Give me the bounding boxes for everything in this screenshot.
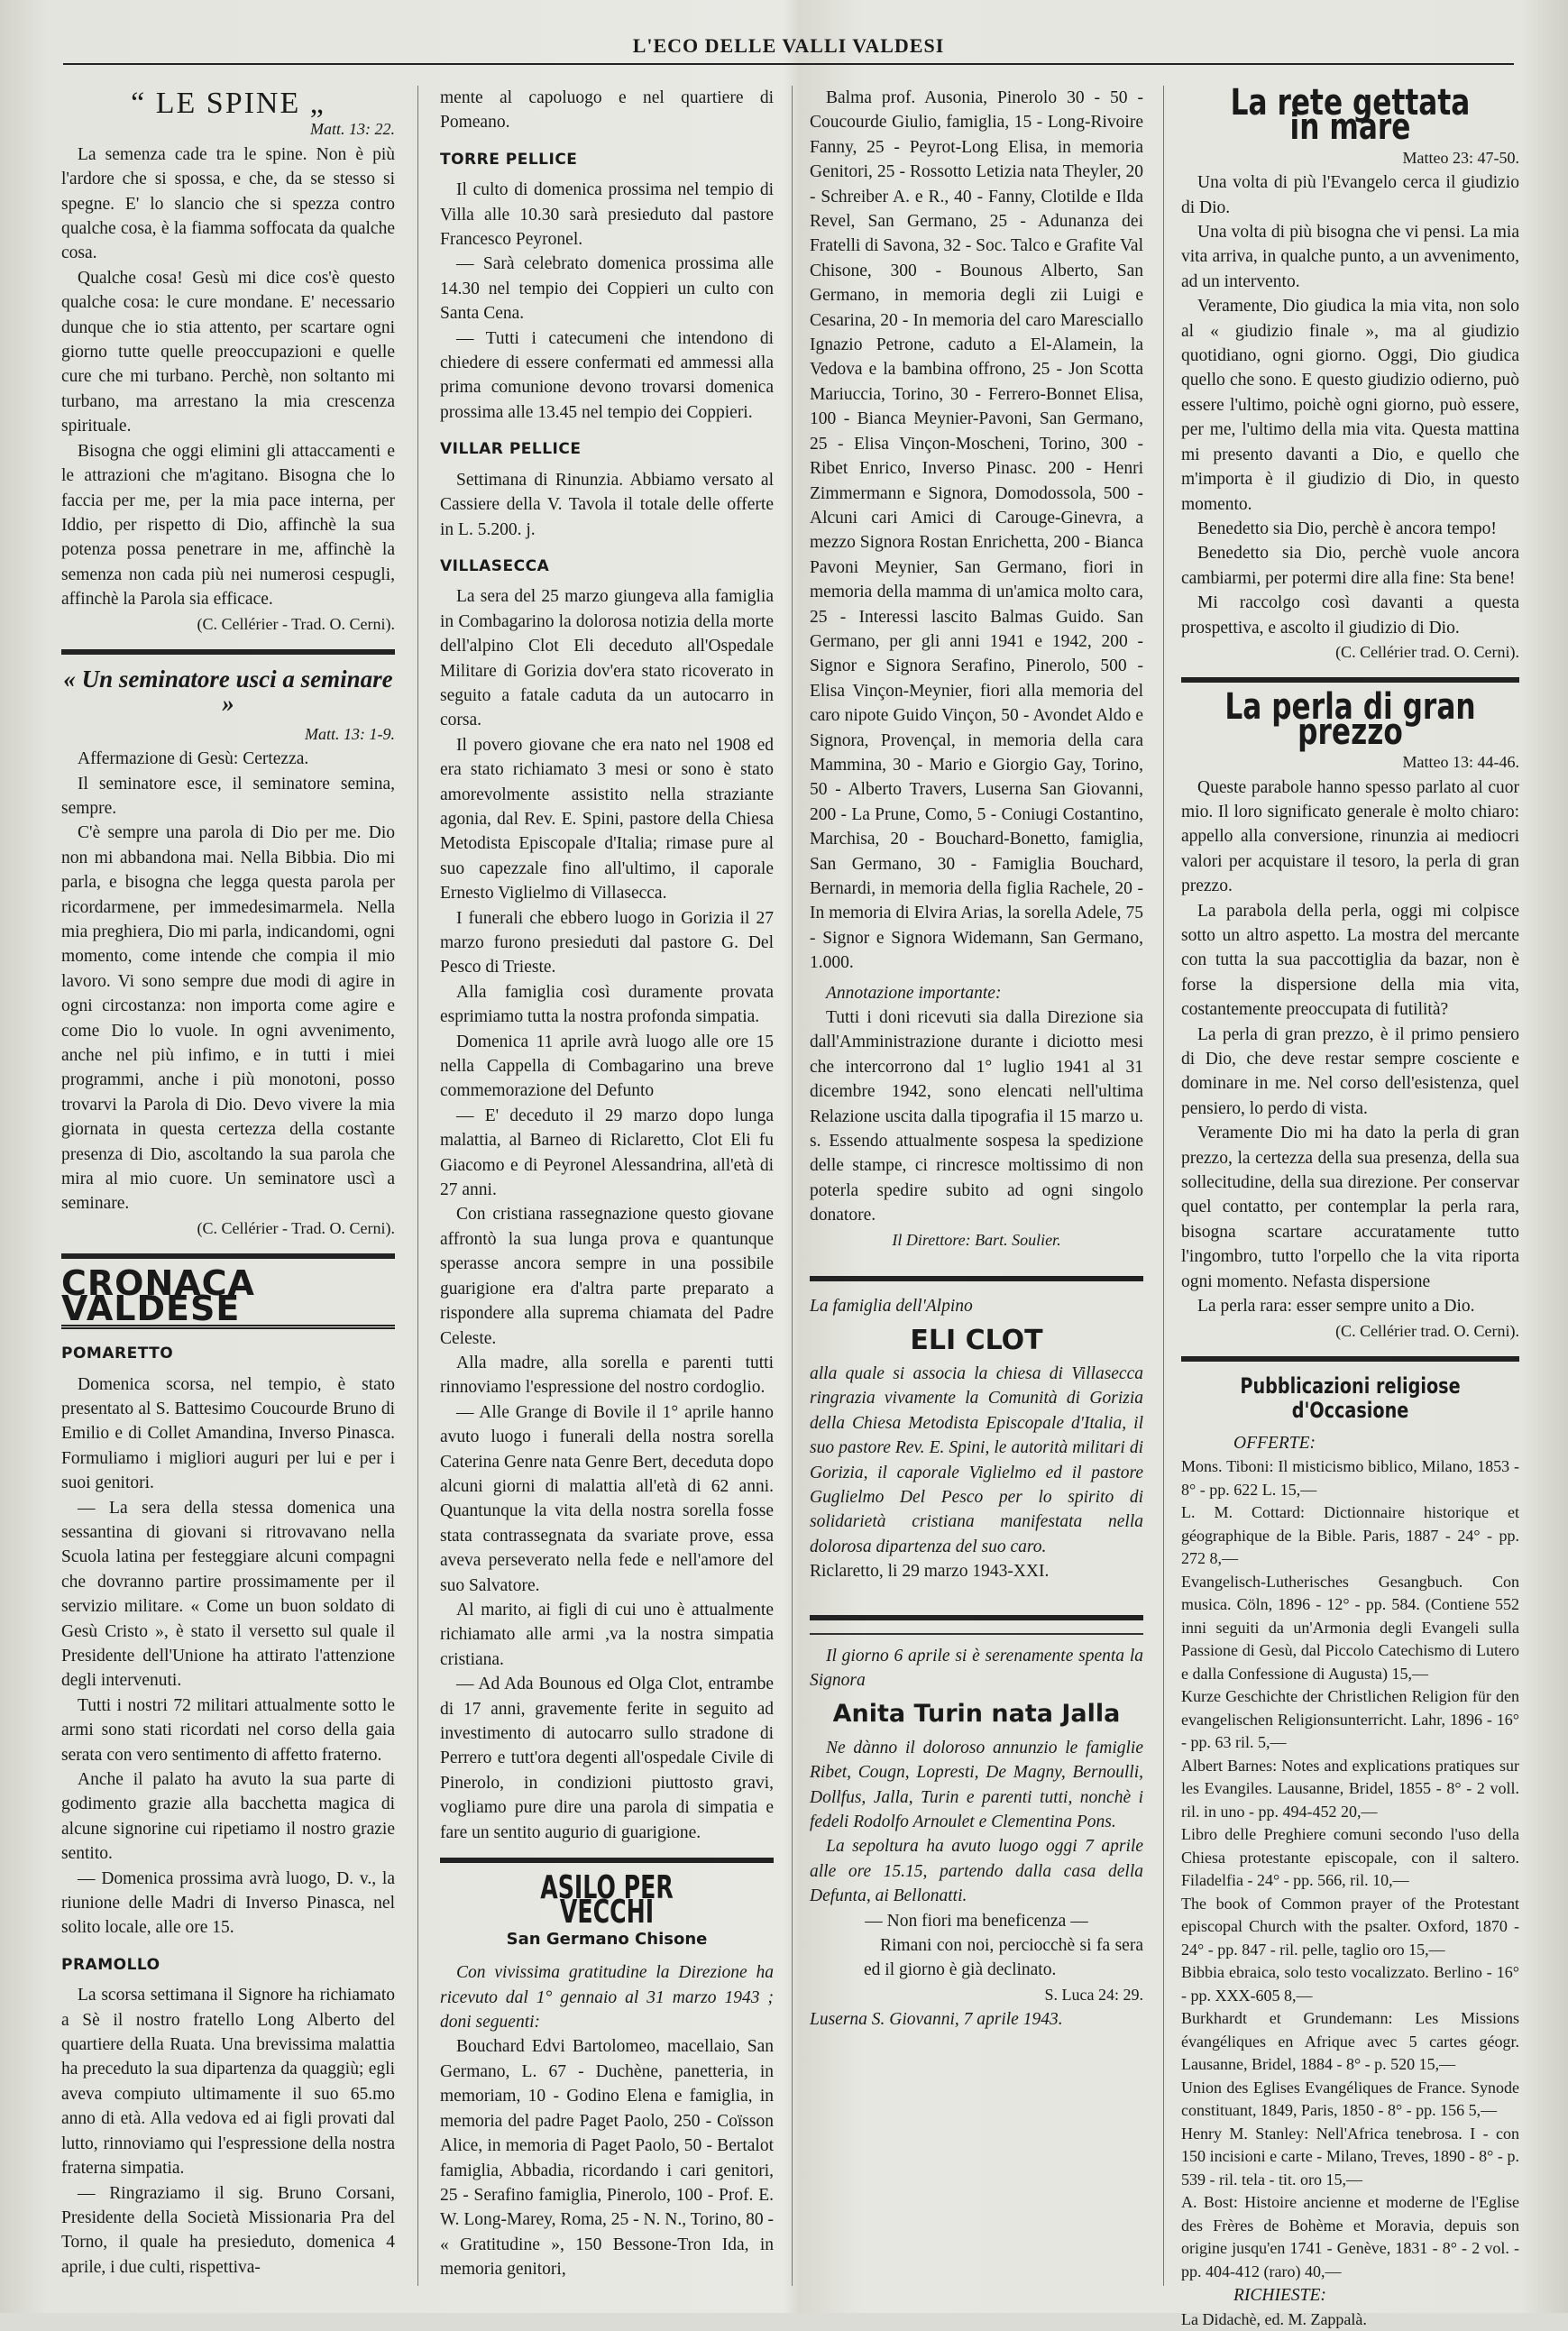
- divider: [61, 649, 395, 655]
- paragraph: C'è sempre una parola di Dio per me. Dio non mi abbandona mai. Nella Bibbia. Dio mi parla, e bisogna che legga questa parola per ricordarmene, per immedesimarmela. Nella mia preghiera, Dio mi parla, indicandomi, ogni momento, come intende che compia il mio lavoro. Vi sono sempre due modi di agire in ogni circostanza: non importa come agire e come Dio lo vuole. In ogni avvenimento, anche nel più infimo, e in tutti i miei programmi, anche i più monotoni, posso trovarvi la Parola di Dio. Devo vivere la mia giornata in questa certezza della costante presenza di Dio, ascoltando la sua parola che mira al mio cuore. Un seminatore uscì a seminare.: [61, 823, 395, 1214]
- notice-date: Luserna S. Giovanni, 7 aprile 1943.: [810, 2010, 1063, 2030]
- director-signature: Il Direttore: Bart. Soulier.: [892, 1230, 1061, 1249]
- offers-heading: OFFERTE:: [1233, 1433, 1316, 1453]
- paragraph: La perla rara: esser sempre unito a Dio.: [1197, 1297, 1475, 1317]
- paragraph: La sepoltura ha avuto luogo oggi 7 aprile alle ore 15.15, partendo dalla casa della Defunta, ai Bellonatti.: [810, 1837, 1143, 1906]
- divider: [810, 1276, 1143, 1281]
- divider: [810, 1615, 1143, 1620]
- paragraph: Alla famiglia così duramente provata esprimiamo tutta la nostra profonda simpatia.: [440, 982, 774, 1027]
- divider: [440, 1858, 774, 1863]
- paragraph: Settimana di Rinunzia. Abbiamo versato al Cassiere della V. Tavola il totale delle offerte in L. 5.200. j.: [440, 470, 774, 539]
- asilo-subtitle: San Germano Chisone: [506, 1929, 708, 1949]
- paragraph: Qualche cosa! Gesù mi dice cos'è questo qualche cosa: le cure mondane. E' necessario dunque che io stia attento, per scartare ogni giorno tutte quelle preoccupazioni e quelle cure che mi turbano. Perchè, non soltanto mi turbano, ma arrestano la mia crescenza spirituale.: [61, 268, 395, 436]
- book-item: Kurze Geschichte der Christlichen Religion für den evangelischen Religionsunterricht. Lahr, 1896 - 16° - pp. 63 ril. 5,—: [1181, 1687, 1519, 1752]
- paragraph: mente al capoluogo e nel quartiere di Pomeano.: [440, 88, 774, 133]
- locality-heading: VILLAR PELLICE: [440, 440, 582, 459]
- book-item: The book of Common prayer of the Protestant episcopal Church with the psalter. Oxford, 1870 - 24° - pp. 847 - ril. pelle, taglio oro 15,—: [1181, 1894, 1519, 1959]
- paragraph: Queste parabole hanno spesso parlato al cuor mio. Il loro significato generale è molto chiaro: appello alla conversione, rinunzia ai mediocri valori per acquistare il tesoro, la perla di gran prezzo.: [1181, 777, 1519, 896]
- article-title-spine: “ LE SPINE „: [131, 87, 326, 120]
- verse: Rimani con noi, perciocchè si fa sera ed il giorno è già declinato.: [864, 1936, 1143, 1980]
- paragraph: La scorsa settimana il Signore ha richiamato a Sè il nostro fratello Long Alberto del quartiere della Ruata. Una brevissima malattia ha preceduto la sua dipartenza da quaggiù; egli aveva compiuto ultimamente il suo 65.mo anno di età. Alla vedova ed ai figli provati dal lutto, rinnoviamo qui l'espressione della nostra fraterna simpatia.: [61, 1986, 395, 2179]
- locality-heading: POMARETTO: [61, 1344, 174, 1363]
- signature: (C. Cellérier trad. O. Cerni).: [1335, 1321, 1519, 1340]
- paragraph: — Ad Ada Bounous ed Olga Clot, entrambe di 17 anni, gravemente ferite in seguito ad investimento di autocarro sullo stradone di Perrero e tutt'ora degenti all'ospedale Civile di Pinerolo, in condizioni piuttosto gravi, vogliamo pure dire una parola di simpatia e fare un sentito augurio di guarigione.: [440, 1675, 774, 1842]
- book-item: Mons. Tiboni: Il misticismo biblico, Milano, 1853 - 8° - pp. 622 L. 15,—: [1181, 1457, 1519, 1499]
- column-3: [810, 86, 1143, 2295]
- signature: (C. Cellérier trad. O. Cerni).: [1335, 642, 1519, 661]
- paragraph: La semenza cade tra le spine. Non è più l'ardore che si spossa, e che, da se stesso si spegne. E' lo slancio che si spezza contro qualche cosa, è la fiamma soffocata da qualche cosa.: [61, 144, 395, 263]
- divider: [1181, 677, 1519, 683]
- book-item: Henry M. Stanley: Nell'Africa tenebrosa. I - con 150 incisioni e carte - Milano, Treves, 1890 - 8° - p. 539 - ril. tela - tit. oro 15,—: [1181, 2124, 1519, 2189]
- paragraph: Tutti i nostri 72 militari attualmente sotto le armi sono stati ricordati nel corso della gaia serata con vero sentimento di affetto fraterno.: [61, 1695, 395, 1765]
- book-item: Albert Barnes: Notes and explications pratiques sur les Evangiles. Lausanne, Bridel, 1855 - 8° - 2 voll. ril. in uno - pp. 494-452 20,—: [1181, 1756, 1519, 1821]
- article-title-perla: La perla di gran prezzo: [1224, 686, 1476, 753]
- book-item: Evangelisch-Lutherisches Gesangbuch. Con musica. Cöln, 1896 - 12° - pp. 584. (Contiene 552 inni seguiti da un'Armonia degli Evangeli sulla Passione di Gesù, dal Piccolo Catechismo di Lutero e dalla Confessione di Augusta) 15,—: [1181, 1572, 1519, 1683]
- paragraph: Veramente Dio mi ha dato la perla di gran prezzo, la certezza della sua presenza, della sua sollecitudine, della sua direzione. Per conservar quel contatto, per contemplar la perla rara, bisogna scartare accuratamente tutto l'ingombro, tutto l'orpello che la vita riporta ogni momento. Nefasta dispersione: [1181, 1124, 1519, 1291]
- paragraph: — Domenica prossima avrà luogo, D. v., la riunione delle Madri di Inverso Pinasca, nel solito locale, alle ore 15.: [61, 1868, 395, 1938]
- notice-intro: Il giorno 6 aprile si è serenamente spenta la Signora: [810, 1646, 1143, 1690]
- scripture-ref: Matt. 13: 22.: [310, 120, 395, 139]
- locality-heading: TORRE PELLICE: [440, 150, 578, 169]
- paragraph: La parabola della perla, oggi mi colpisce sotto un altro aspetto. La mostra del mercante con tutta la sua paccottiglia da bazar, non è forse la dispersione della mia vita, costantemente preoccupata di futilità?: [1181, 901, 1519, 1020]
- divider: [1181, 1356, 1519, 1362]
- paragraph: I funerali che ebbero luogo in Gorizia il 27 marzo furono presieduti dal pastore G. Del Pesco di Trieste.: [440, 908, 774, 977]
- paragraph: — Tutti i catecumeni che intendono di chiedere di essere confermati ed ammessi alla prima comunione devono trovarsi domenica prossima alle 13.45 nel tempio dei Coppieri.: [440, 328, 774, 422]
- column-rule: [792, 86, 793, 2286]
- notice-intro: La famiglia dell'Alpino: [810, 1297, 973, 1317]
- book-item: Burkhardt et Grundemann: Les Missions évangéliques en Afrique avec 5 cartes géogr. Lausanne, Bridel, 1884 - 8° - p. 520 15,—: [1181, 2009, 1519, 2074]
- paragraph: — E' deceduto il 29 marzo dopo lunga malattia, al Barneo di Riclaretto, Clot Eli fu Giacomo e di Peyronel Alessandrina, all'età di 27 anni.: [440, 1106, 774, 1200]
- masthead: L'ECO DELLE VALLI VALDESI: [63, 34, 1514, 65]
- article-title-seminatore: « Un seminatore usci a seminare »: [63, 665, 393, 718]
- section-title-cronaca: CRONACA VALDESE: [61, 1271, 395, 1329]
- paragraph: alla quale si associa la chiesa di Villasecca ringrazia vivamente la Comunità di Gorizia della Chiesa Metodista Episcopale d'Italia, il suo pastore Rev. E. Spini, le autorità militari di Gorizia, il caporale Viglielmo ed il pastore Guglielmo Del Pesco per lo spirito di solidarietà cristiana manifestata nella dolorosa dipartenza del suo caro.: [810, 1363, 1143, 1556]
- notice-name: Anita Turin nata Jalla: [832, 1700, 1121, 1729]
- requests-heading: RICHIESTE:: [1233, 2286, 1326, 2306]
- scripture-ref: Matt. 13: 1-9.: [305, 724, 395, 743]
- divider: [61, 1253, 395, 1259]
- column-1: [61, 86, 395, 2295]
- paragraph: Mi raccolgo così davanti a questa prospettiva, e ascolto il giudizio di Dio.: [1181, 593, 1519, 638]
- paragraph: Domenica scorsa, nel tempio, è stato presentato al S. Battesimo Coucourde Bruno di Emilio e di Collet Amandina, Inverso Pinasca. Formuliamo i migliori auguri per lui e per i suoi genitori.: [61, 1374, 395, 1493]
- paragraph: Affermazione di Gesù: Certezza.: [78, 749, 309, 769]
- paragraph: Domenica 11 aprile avrà luogo alle ore 15 nella Cappella di Combagarino una breve commemorazione del Defunto: [440, 1032, 774, 1101]
- divider: [810, 1633, 1143, 1635]
- paragraph: Tutti i doni ricevuti sia dalla Direzione sia dall'Amministrazione durante i diciotto mesi che intercorrono dal 1° luglio 1941 al 31 dicembre 1942, sono elencati nell'ultima Relazione uscita dalla tipografia il 15 marzo u. s. Essendo attualmente sospesa la spedizione delle stampe, ci rincresce moltissimo di non poterla spedire subito ad ogni singolo donatore.: [810, 1008, 1143, 1225]
- paragraph: Benedetto sia Dio, perchè vuole ancora cambiarmi, per potermi dire alla fine: Sta bene!: [1181, 544, 1519, 588]
- publications-title: Pubblicazioni religiose d'Occasione: [1240, 1372, 1461, 1424]
- paragraph: Bouchard Edvi Bartolomeo, macellaio, San Germano, L. 67 - Duchène, panetteria, in memoriam, 10 - Godino Elena e famiglia, in memoria del padre Paget Paolo, 250 - Coïsson Alice, in memoria di Paget Paolo, 50 - Bertalot famiglia, Abbadia, ricordando i cari genitori, 25 - Serafino famiglia, Pinerolo, 100 - Prof. E. W. Long-Marey, Roma, 25 - N. N., Torino, 80 - « Gratitudine », 150 Bessone-Tron Ida, in memoria genitori,: [440, 2037, 774, 2280]
- paragraph: Veramente, Dio giudica la mia vita, non solo al « giudizio finale », ma al giudizio quotidiano, ogni giorno. Oggi, Dio giudica quello che sono. E questo giudizio odierno, può essere l'ultimo, poichè ogni giorno, può essere, per me, l'ultimo della mia vita. Questa mattina mi presento davanti a Dio, e quello che m'importa è il giudizio di Dio, in questo momento.: [1181, 297, 1519, 514]
- scripture-ref: Matteo 23: 47-50.: [1402, 148, 1519, 167]
- paragraph: La sera del 25 marzo giungeva alla famiglia in Combagarino la dolorosa notizia della morte dell'alpino Clot Eli deceduto all'Ospedale Militare di Gorizia dov'era stato ricoverato in seguito a fatale caduta da un autocarro in corsa.: [440, 587, 774, 730]
- book-item: A. Bost: Histoire ancienne et moderne de l'Eglise des Frères de Bohème et Moravia, depuis son origine jusqu'en 1741 - Genève, 1831 - 8° - 2 vol. - pp. 404-412 (raro) 40,—: [1181, 2193, 1519, 2281]
- request-item: La Didachè, ed. M. Zappalà.: [1181, 2309, 1367, 2328]
- notice-name: ELI CLOT: [910, 1324, 1043, 1356]
- paragraph: Alla madre, alla sorella e parenti tutti rinnoviamo l'espressione del nostro cordoglio.: [440, 1353, 774, 1398]
- book-item: Libro delle Preghiere comuni secondo l'uso della Chiesa protestante episcopale, con il saltero. Filadelfia - 24° - pp. 566, ril. 10,—: [1181, 1825, 1519, 1890]
- signature: (C. Cellérier - Trad. O. Cerni).: [197, 1218, 395, 1237]
- asilo-title: ASILO PER VECCHI: [540, 1869, 674, 1932]
- annotation-title: Annotazione importante:: [826, 983, 1002, 1003]
- locality-heading: VILLASECCA: [440, 556, 550, 575]
- verse-ref: S. Luca 24: 29.: [1044, 1985, 1143, 2004]
- paragraph: Ne dànno il doloroso annunzio le famiglie Ribet, Cougn, Lopresti, De Magny, Bernoulli, Dollfus, Jalla, Turin e parenti tutti, nonchè i fedeli Rodolfo Arnoulet e Clementina Pons.: [810, 1738, 1143, 1831]
- book-item: Bibbia ebraica, solo testo vocalizzato. Berlino - 16° - pp. XXX-605 8,—: [1181, 1963, 1519, 2005]
- paragraph: — La sera della stessa domenica una sessantina di giovani si ritrovavano nella Scuola latina per festeggiare alcuni compagni che dovranno partire prossimamente per il servizio militare. « Come un buon soldato di Gesù Cristo », è stato il versetto sul quale il Presidente dell'Unione ha attirato l'attenzione degli intervenuti.: [61, 1498, 395, 1691]
- paragraph: Anche il palato ha avuto la sua parte di godimento grazie alla bacchetta magica di alcune signorine cui ripetiamo il nostro grazie sentito.: [61, 1770, 395, 1864]
- paragraph: — Sarà celebrato domenica prossima alle 14.30 nel tempio dei Coppieri un culto con Santa Cena.: [440, 254, 774, 324]
- notice-date: Riclaretto, li 29 marzo 1943-XXI.: [810, 1562, 1050, 1582]
- donations-list: Balma prof. Ausonia, Pinerolo 30 - 50 - Coucourde Giulio, famiglia, 15 - Long-Rivoire Fanny, 25 - Peyrot-Long Elisa, in memoria Genitori, 25 - Rossotto Letizia nata Theyler, 20 - Schreiber A. e R., 40 - Fanny, Clotilde e Ilda Revel, San Germano, 25 - Adunanza dei Fratelli di Savona, 32 - Soc. Talco e Grafite Val Chisone, 300 - Bounous Alberto, San Germano, in memoria degli zii Luigi e Cesarina, 20 - In memoria del caro Maresciallo Ignazio Petrone, caduto a El-Alamein, la Vedova e la bambina offrono, 25 - Jon Scotta Mariuccia, Torino, 30 - Ferrero-Bonnet Elisa, 100 - Bianca Meynier-Pavoni, San Germano, 25 - Elisa Vinçon-Moscheni, Torino, 300 - Ribet Enrico, Inverso Pinasc. 200 - Henri Zimmermann e Signora, Domodossola, 500 - Alcuni cari Amici di Carouge-Ginevra, a mezzo Signora Rostan Enrichetta, 200 - Bianca Pavoni Meynier, San Germano, fiori in memoria della mamma di un'amica molto cara, 25 - Interessi lascito Balmas Guido. San Germano, per gli anni 1941 e 1942, 200 - Signor e Signora Serafino, Pinerolo, 500 - Elisa Vinçon-Meynier, fiori alla memoria del caro nipote Guido Vinçon, 50 - Avondet Aldo e Signora, Provençal, in memoria della cara Mammina, 30 - Mario e Giorgio Gay, Torino, 50 - Alberto Travers, Luserna San Giovanni, 200 - La Prune, Como, 5 - Coniugi Costantino, Marchisa, 20 - Bouchard-Bonetto, famiglia, San Germano, 30 - Famiglia Bouchard, Bernardi, in memoria della figlia Rachele, 20 - In memoria di Elvira Arias, la sorella Adele, 75 - Signor e Signora Widemann, San Germano, 1.000.: [810, 88, 1143, 973]
- column-rule: [417, 86, 418, 2286]
- paragraph: — Ringraziamo il sig. Bruno Corsani, Presidente della Società Missionaria Pra del Torno, il quale ha presieduto, domenica 4 aprile, i due culti, rispettiva-: [61, 2183, 395, 2277]
- paragraph: Benedetto sia Dio, perchè è ancora tempo!: [1197, 519, 1497, 538]
- paragraph: Con cristiana rassegnazione questo giovane affrontò la sua lunga prova e quantunque sperasse ancora sempre in una possibile guarigione era d'altra parte preparato a rispondere alla suprema chiamata del Padre Celeste.: [440, 1205, 774, 1348]
- paragraph: Al marito, ai figli di cui uno è attualmente richiamato alle armi ,va la nostra simpatia cristiana.: [440, 1600, 774, 1669]
- article-title-rete: La rete gettata in mare: [1230, 82, 1471, 149]
- paragraph: Bisogna che oggi elimini gli attaccamenti e le attrazioni che m'agitano. Bisogna che lo faccia per me, per la mia pace interna, per Iddio, per rispetto di Dio, affinchè la sua potenza possa penetrare in me, affinchè la semenza non cada più nei numerosi cespugli, affinchè la Parola sia efficace.: [61, 441, 395, 610]
- book-item: Union des Eglises Evangéliques de France. Synode constituant, 1849, Paris, 1850 - 8° - pp. 156 5,—: [1181, 2078, 1519, 2120]
- paragraph: Una volta di più l'Evangelo cerca il giudizio di Dio.: [1181, 173, 1519, 217]
- book-item: L. M. Cottard: Dictionnaire historique et géographique de la Bible. Paris, 1887 - 24° - pp. 272 8,—: [1181, 1503, 1519, 1568]
- paragraph: Con vivissima gratitudine la Direzione ha ricevuto dal 1° gennaio al 31 marzo 1943 ; doni seguenti:: [440, 1963, 774, 2033]
- scripture-ref: Matteo 13: 44-46.: [1402, 753, 1519, 772]
- locality-heading: PRAMOLLO: [61, 1955, 160, 1974]
- notice-flowers: — Non fiori ma beneficenza —: [865, 1911, 1088, 1931]
- book-list: [1181, 1455, 1519, 2283]
- column-4: [1181, 82, 1519, 2328]
- column-rule: [1163, 86, 1164, 2286]
- column-2: [440, 86, 774, 2295]
- paragraph: Il povero giovane che era nato nel 1908 ed era stato richiamato 3 mesi or sono è stato amorevolmente assistito nella straziante agonia, dal Rev. E. Spini, pastore della Chiesa Metodista Episcopale d'Italia; rimase pure al suo capezzale fino all'ultimo, il caporale Ernesto Viglielmo di Villasecca.: [440, 735, 774, 904]
- signature: (C. Cellérier - Trad. O. Cerni).: [197, 614, 395, 633]
- paragraph: — Alle Grange di Bovile il 1° aprile hanno avuto luogo i funerali della nostra sorella Caterina Genre nata Genre Bert, deceduta dopo alcuni giorni di malattia all'età di 62 anni. Quantunque la vita della nostra sorella fosse stata contrassegnata da svariate prove, essa aveva perseverato nella fede e nell'amore del suo Salvatore.: [440, 1402, 774, 1595]
- paragraph: Il culto di domenica prossima nel tempio di Villa alle 10.30 sarà presieduto dal pastore Francesco Peyronel.: [440, 180, 774, 250]
- paragraph: La perla di gran prezzo, è il primo pensiero di Dio, che deve restar sempre cosciente e dominare in me. Nel corso dell'esistenza, quel pensiero, lo perdo di vista.: [1181, 1024, 1519, 1118]
- paragraph: Il seminatore esce, il seminatore semina, sempre.: [61, 774, 395, 818]
- paragraph: Una volta di più bisogna che vi pensi. La mia vita arriva, in qualche punto, a un avvenimento, ad un intervento.: [1181, 223, 1519, 291]
